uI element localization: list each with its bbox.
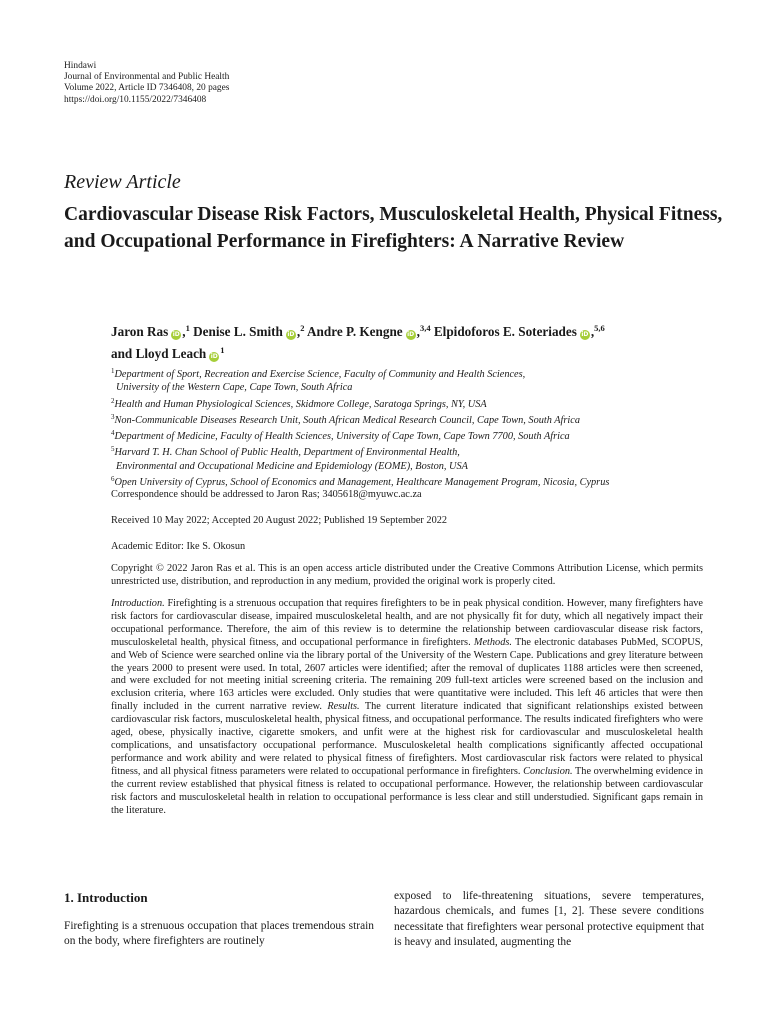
abstract-results-text: The current literature indicated that significant relationships existed between cardiovascular risk factors, musculoskeletal health, physical fitness, and occupational performance. The results indicated firefighters who were aged, obese, physically inactive, cigarette smokers, and unfit were at the highest risk for cardiovascular and musculoskeletal health complications, and unsatisfactory occupational performance. Musculoskeletal health complications significantly affected occupational performance and work ability and were related to physical fitness of firefighters. Most cardiovascular risk factors were related to physical fitness, and all physical fitness parameters were related to occupational performance in firefighters. [111,701,704,777]
article-dates: Received 10 May 2022; Accepted 20 August 2022; Published 19 September 2022 [111,515,448,526]
author-affil-sup: 1 [185,323,190,333]
author-name: Lloyd Leach [135,346,207,361]
publisher-name: Hindawi [64,61,97,71]
academic-editor: Academic Editor: Ike S. Okosun [111,541,246,552]
abstract-intro-text: Firefighting is a strenuous occupation that requires firefighters to be in peak physical condition. However, many firefighters have risk factors for cardiovascular disease, impaired musculoskeletal health, and are not physically fit for duty, which all negatively impact their occupational performance. Therefore, the aim of this review is to determine the relationship between cardiovascular disease risk factors, musculoskeletal health, physical fitness, and occupational performance in firefighters. [111,598,703,648]
doi-link[interactable]: https://doi.org/10.1155/2022/7346408 [64,94,207,105]
article-title: Cardiovascular Disease Risk Factors, Musculoskeletal Health, Physical Fitness, and Occupational Performance in Firefighters: A Narrative Review [64,204,723,252]
abstract-intro-label: Introduction. [111,598,165,609]
orcid-icon[interactable]: iD [210,353,218,360]
journal-header [64,61,229,106]
abstract-results-label: Results. [327,701,360,713]
author-name: Denise L. Smith [193,324,283,339]
section-heading: 1. Introduction [64,890,148,905]
article-type: Review Article [64,171,181,193]
affiliation-list [111,365,711,489]
abstract-methods-text: The electronic databases PubMed, SCOPUS, and Web of Science were searched online via the library portal of the University of the Western Cape. Publications and grey literature between the years 2000 to present were used. In total, 2607 articles were identified; after the removal of duplicates 1188 articles were then screened, and were excluded for not meeting initial screening criteria. The remaining 209 full-text articles were screened based on the inclusion and exclusion criteria, where 163 articles were excluded. Only studies that were quantitative were included. This left 46 articles that were then finally included in the current narrative review. [111,636,703,713]
author-affil-sup: 1 [220,345,225,355]
orcid-icon[interactable]: iD [287,331,295,338]
affiliation: $^6$Open University of Cyprus, School of Economics and Management, Healthcare Management Program, Nicosia, Cyprus [111,475,610,489]
abstract-methods-label: Methods. [473,636,512,648]
orcid-icon[interactable]: iD [407,331,415,338]
abstract-conclusion-label: Conclusion. [523,765,573,777]
orcid-icon[interactable]: iD [172,331,180,338]
author-list: Jaron Ras iD ,$^1$ Denise L. Smith iD ,$^2$ Andre P. Kengne iD ,$^{3,4}$ Elpidoforos E. Soteriades iD ,$^{5,6}$ and Lloyd Leach $iD^1$ [111,323,605,361]
volume-info: Volume 2022, Article ID 7346408, 20 pages [64,83,230,94]
affiliation: $^3$Non-Communicable Diseases Research Unit, South African Medical Research Council, Cape Town, South Africa [111,412,581,426]
author-and: and [111,346,133,361]
body-text-right: exposed to life-threatening situations, severe temperatures, hazardous chemicals, and fumes [1, 2]. These severe conditions necessitate that firefighters wear personal protective equipment that is heavy and insulated, augmenting the [394,890,704,949]
affiliation: $^4$Department of Medicine, Faculty of Health Sciences, University of Cape Town, Cape Town 7700, South Africa [111,429,570,443]
body-text-left: Firefighting is a strenuous occupation that places tremendous strain on the body, where firefighters are routinely [64,920,374,948]
copyright-notice: Copyright © 2022 Jaron Ras et al. This is an open access article distributed under the Creative Commons Attribution License, which permits unrestricted use, distribution, and reproduction in any medium, provided the original work is properly cited. [111,563,703,588]
affiliation: $^2$Health and Human Physiological Sciences, Skidmore College, Saratoga Springs, NY, USA [111,396,487,410]
author-affil-sup: 5,6 [594,323,605,333]
abstract [111,598,703,817]
orcid-icon[interactable]: iD [581,331,589,338]
affiliation: $^1$Department of Sport, Recreation and Exercise Science, Faculty of Community and Health Sciences, [111,367,526,380]
affiliation-cont: University of the Western Cape, Cape Town, South Africa [116,382,353,394]
author-affil-sup: 2 [300,323,305,333]
author-affil-sup: 3,4 [419,323,431,333]
abstract-conclusion-text: The overwhelming evidence in the current review established that physical fitness is related to occupational performance. However, the relationship between cardiovascular risk factors and musculoskeletal health in relation to occupational performance is less clear and still understudied. Significant gaps remain in the literature. [111,765,703,816]
author-name: Jaron Ras [111,324,169,339]
correspondence: Correspondence should be addressed to Jaron Ras; 3405618@myuwc.ac.za [111,489,422,500]
affiliation: $^5$Harvard T. H. Chan School of Public Health, Department of Environmental Health, [111,445,460,459]
affiliation-cont: Environmental and Occupational Medicine and Epidemiology (EOME), Boston, USA [116,460,468,472]
author-name: Andre P. Kengne [307,324,403,339]
journal-name: Journal of Environmental and Public Health [64,72,230,83]
author-name: Elpidoforos E. Soteriades [433,324,577,339]
